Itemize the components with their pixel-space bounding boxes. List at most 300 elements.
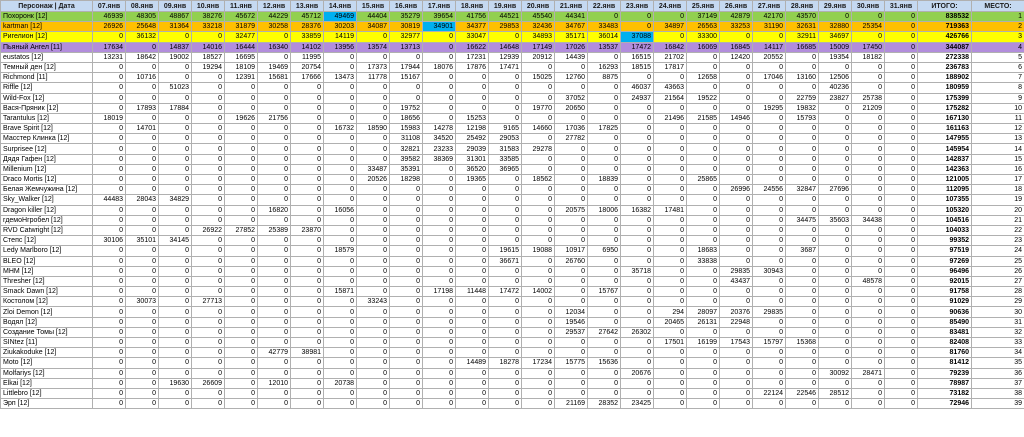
total-cell[interactable]: 104033: [918, 225, 972, 235]
place-cell[interactable]: 23: [972, 236, 1024, 246]
score-cell[interactable]: 30073: [126, 297, 159, 307]
score-cell[interactable]: 0: [852, 256, 885, 266]
column-header-date[interactable]: 14.янв: [324, 1, 357, 12]
score-cell[interactable]: 0: [357, 266, 390, 276]
score-cell[interactable]: 0: [192, 236, 225, 246]
score-cell[interactable]: 0: [687, 276, 720, 286]
score-cell[interactable]: 0: [126, 338, 159, 348]
total-cell[interactable]: 180959: [918, 83, 972, 93]
score-cell[interactable]: 0: [753, 175, 786, 185]
score-cell[interactable]: 0: [357, 348, 390, 358]
score-cell[interactable]: 0: [225, 236, 258, 246]
score-cell[interactable]: 0: [885, 256, 918, 266]
score-cell[interactable]: 14016: [192, 42, 225, 52]
score-cell[interactable]: 0: [489, 83, 522, 93]
character-name-cell[interactable]: RVD Catwright [12]: [1, 225, 93, 235]
table-row[interactable]: [1, 52, 1024, 62]
score-cell[interactable]: 31583: [489, 144, 522, 154]
score-cell[interactable]: 0: [126, 368, 159, 378]
score-cell[interactable]: 0: [126, 327, 159, 337]
score-cell[interactable]: 0: [93, 307, 126, 317]
score-cell[interactable]: 0: [225, 134, 258, 144]
column-header-date[interactable]: 16.янв: [390, 1, 423, 12]
total-cell[interactable]: 90636: [918, 307, 972, 317]
score-cell[interactable]: 0: [687, 154, 720, 164]
place-cell[interactable]: 7: [972, 73, 1024, 83]
score-cell[interactable]: 0: [522, 134, 555, 144]
place-cell[interactable]: 18: [972, 185, 1024, 195]
score-cell[interactable]: 0: [885, 83, 918, 93]
total-cell[interactable]: 142837: [918, 154, 972, 164]
character-name-cell[interactable]: Вася-Пряник [12]: [1, 103, 93, 113]
score-cell[interactable]: 0: [852, 266, 885, 276]
score-cell[interactable]: 0: [258, 154, 291, 164]
score-cell[interactable]: 13713: [390, 42, 423, 52]
score-cell[interactable]: 21702: [654, 52, 687, 62]
score-cell[interactable]: 20465: [654, 317, 687, 327]
score-cell[interactable]: 0: [852, 175, 885, 185]
score-cell[interactable]: 0: [93, 164, 126, 174]
score-cell[interactable]: 0: [753, 93, 786, 103]
score-cell[interactable]: 0: [456, 215, 489, 225]
score-cell[interactable]: 0: [786, 276, 819, 286]
score-cell[interactable]: 0: [852, 338, 885, 348]
score-cell[interactable]: 0: [159, 307, 192, 317]
score-cell[interactable]: 0: [654, 327, 687, 337]
score-cell[interactable]: 0: [852, 205, 885, 215]
score-cell[interactable]: 0: [819, 378, 852, 388]
character-name-cell[interactable]: Riffle [12]: [1, 83, 93, 93]
place-cell[interactable]: 34: [972, 348, 1024, 358]
score-cell[interactable]: 19770: [522, 103, 555, 113]
score-cell[interactable]: 0: [258, 358, 291, 368]
score-cell[interactable]: 0: [390, 215, 423, 225]
score-cell[interactable]: 0: [885, 276, 918, 286]
score-cell[interactable]: 32436: [522, 22, 555, 32]
score-cell[interactable]: 0: [786, 83, 819, 93]
score-cell[interactable]: 0: [588, 276, 621, 286]
score-cell[interactable]: 0: [456, 388, 489, 398]
character-name-cell[interactable]: Smack Dawn [12]: [1, 287, 93, 297]
score-cell[interactable]: 0: [324, 144, 357, 154]
score-cell[interactable]: 0: [258, 256, 291, 266]
total-cell[interactable]: 72946: [918, 399, 972, 409]
place-cell[interactable]: 38: [972, 388, 1024, 398]
score-cell[interactable]: 0: [885, 236, 918, 246]
score-cell[interactable]: 0: [654, 195, 687, 205]
score-cell[interactable]: 17149: [522, 42, 555, 52]
score-cell[interactable]: 34829: [159, 195, 192, 205]
score-cell[interactable]: 0: [390, 388, 423, 398]
score-cell[interactable]: 0: [225, 348, 258, 358]
score-cell[interactable]: 0: [852, 317, 885, 327]
total-cell[interactable]: 236783: [918, 62, 972, 72]
score-cell[interactable]: 0: [555, 195, 588, 205]
table-row[interactable]: [1, 236, 1024, 246]
score-cell[interactable]: 28043: [126, 195, 159, 205]
score-cell[interactable]: 0: [192, 338, 225, 348]
score-cell[interactable]: 18562: [522, 175, 555, 185]
score-cell[interactable]: 44521: [489, 12, 522, 22]
place-cell[interactable]: 28: [972, 287, 1024, 297]
score-cell[interactable]: 0: [852, 164, 885, 174]
score-cell[interactable]: 14439: [555, 52, 588, 62]
character-name-cell[interactable]: kartman [12]: [1, 22, 93, 32]
score-cell[interactable]: 0: [885, 195, 918, 205]
score-cell[interactable]: 20526: [357, 175, 390, 185]
score-cell[interactable]: 14660: [522, 124, 555, 134]
score-cell[interactable]: 0: [555, 276, 588, 286]
score-cell[interactable]: 0: [357, 93, 390, 103]
score-cell[interactable]: 0: [786, 287, 819, 297]
score-cell[interactable]: 0: [258, 236, 291, 246]
score-cell[interactable]: 0: [885, 378, 918, 388]
character-name-cell[interactable]: Littlebro [12]: [1, 388, 93, 398]
score-cell[interactable]: 0: [720, 225, 753, 235]
score-cell[interactable]: 0: [258, 317, 291, 327]
score-cell[interactable]: 0: [819, 399, 852, 409]
character-name-cell[interactable]: Tarantulus [12]: [1, 113, 93, 123]
score-cell[interactable]: 43663: [654, 83, 687, 93]
score-cell[interactable]: 19522: [687, 93, 720, 103]
score-cell[interactable]: 0: [390, 307, 423, 317]
score-cell[interactable]: 25389: [258, 225, 291, 235]
score-cell[interactable]: 0: [456, 327, 489, 337]
score-cell[interactable]: 0: [291, 103, 324, 113]
score-cell[interactable]: 0: [753, 62, 786, 72]
score-cell[interactable]: 0: [126, 276, 159, 286]
score-cell[interactable]: 0: [192, 93, 225, 103]
score-cell[interactable]: 0: [720, 358, 753, 368]
character-name-cell[interactable]: Масстер Клинка [12]: [1, 134, 93, 144]
score-cell[interactable]: 0: [357, 113, 390, 123]
score-cell[interactable]: 0: [786, 195, 819, 205]
score-cell[interactable]: 0: [588, 388, 621, 398]
score-cell[interactable]: 0: [819, 134, 852, 144]
score-cell[interactable]: 25738: [852, 93, 885, 103]
table-row[interactable]: [1, 175, 1024, 185]
score-cell[interactable]: 0: [753, 276, 786, 286]
score-cell[interactable]: 0: [225, 266, 258, 276]
score-cell[interactable]: 0: [291, 266, 324, 276]
score-cell[interactable]: 0: [753, 134, 786, 144]
score-cell[interactable]: 0: [192, 205, 225, 215]
score-cell[interactable]: 0: [423, 327, 456, 337]
score-cell[interactable]: 0: [852, 144, 885, 154]
score-cell[interactable]: 34475: [786, 215, 819, 225]
score-cell[interactable]: 23233: [423, 144, 456, 154]
score-cell[interactable]: 17944: [390, 62, 423, 72]
score-cell[interactable]: 0: [852, 327, 885, 337]
score-cell[interactable]: 0: [720, 368, 753, 378]
table-row[interactable]: [1, 307, 1024, 317]
score-cell[interactable]: 16056: [324, 205, 357, 215]
score-cell[interactable]: 0: [588, 225, 621, 235]
score-cell[interactable]: 0: [192, 103, 225, 113]
character-name-cell[interactable]: Дядя Гафен [12]: [1, 154, 93, 164]
score-cell[interactable]: 0: [720, 236, 753, 246]
score-cell[interactable]: 0: [753, 144, 786, 154]
score-cell[interactable]: 15793: [786, 113, 819, 123]
score-cell[interactable]: 0: [654, 276, 687, 286]
score-cell[interactable]: 0: [687, 378, 720, 388]
score-cell[interactable]: 0: [390, 317, 423, 327]
score-cell[interactable]: 0: [885, 399, 918, 409]
score-cell[interactable]: 0: [489, 113, 522, 123]
score-cell[interactable]: 0: [357, 195, 390, 205]
score-cell[interactable]: 26131: [687, 317, 720, 327]
score-cell[interactable]: 0: [423, 388, 456, 398]
table-row[interactable]: [1, 32, 1024, 42]
score-cell[interactable]: 0: [489, 73, 522, 83]
score-cell[interactable]: 0: [786, 175, 819, 185]
score-cell[interactable]: 0: [324, 399, 357, 409]
score-cell[interactable]: 0: [258, 287, 291, 297]
score-cell[interactable]: 0: [423, 195, 456, 205]
score-cell[interactable]: 0: [522, 236, 555, 246]
score-cell[interactable]: 0: [489, 399, 522, 409]
score-cell[interactable]: 0: [522, 185, 555, 195]
score-cell[interactable]: 21209: [852, 103, 885, 113]
score-cell[interactable]: 0: [753, 215, 786, 225]
score-cell[interactable]: 0: [390, 348, 423, 358]
score-cell[interactable]: 0: [522, 195, 555, 205]
place-cell[interactable]: 15: [972, 154, 1024, 164]
score-cell[interactable]: 17026: [555, 42, 588, 52]
character-name-cell[interactable]: Elkai [12]: [1, 378, 93, 388]
character-name-cell[interactable]: Водял [12]: [1, 317, 93, 327]
score-cell[interactable]: 44229: [258, 12, 291, 22]
score-cell[interactable]: 26996: [720, 185, 753, 195]
score-cell[interactable]: 0: [423, 317, 456, 327]
score-cell[interactable]: 0: [522, 205, 555, 215]
score-cell[interactable]: 0: [423, 297, 456, 307]
score-cell[interactable]: 0: [786, 225, 819, 235]
score-cell[interactable]: 0: [786, 327, 819, 337]
column-header-date[interactable]: 22.янв: [588, 1, 621, 12]
score-cell[interactable]: 21496: [654, 113, 687, 123]
score-cell[interactable]: 0: [390, 93, 423, 103]
score-cell[interactable]: 0: [786, 236, 819, 246]
score-cell[interactable]: 0: [324, 215, 357, 225]
score-cell[interactable]: 0: [456, 399, 489, 409]
score-cell[interactable]: 0: [390, 276, 423, 286]
score-cell[interactable]: 0: [621, 124, 654, 134]
score-cell[interactable]: 0: [588, 307, 621, 317]
score-cell[interactable]: 0: [159, 144, 192, 154]
score-cell[interactable]: 18006: [588, 205, 621, 215]
score-cell[interactable]: 16444: [225, 42, 258, 52]
score-cell[interactable]: 0: [885, 266, 918, 276]
score-cell[interactable]: 0: [753, 348, 786, 358]
score-cell[interactable]: 0: [456, 93, 489, 103]
score-cell[interactable]: 0: [126, 287, 159, 297]
score-cell[interactable]: 0: [291, 297, 324, 307]
score-cell[interactable]: 45712: [291, 12, 324, 22]
score-cell[interactable]: 0: [456, 73, 489, 83]
score-cell[interactable]: 0: [522, 164, 555, 174]
place-cell[interactable]: 10: [972, 103, 1024, 113]
score-cell[interactable]: 0: [885, 134, 918, 144]
score-cell[interactable]: 10917: [555, 246, 588, 256]
score-cell[interactable]: 19615: [489, 246, 522, 256]
score-cell[interactable]: 0: [93, 205, 126, 215]
score-cell[interactable]: 0: [819, 317, 852, 327]
score-cell[interactable]: 13574: [357, 42, 390, 52]
score-cell[interactable]: 0: [390, 185, 423, 195]
score-cell[interactable]: 0: [621, 307, 654, 317]
score-cell[interactable]: 0: [324, 338, 357, 348]
score-cell[interactable]: 0: [720, 175, 753, 185]
score-cell[interactable]: 12391: [225, 73, 258, 83]
score-cell[interactable]: 0: [654, 175, 687, 185]
score-cell[interactable]: 0: [93, 154, 126, 164]
score-cell[interactable]: 0: [489, 388, 522, 398]
score-cell[interactable]: 0: [522, 215, 555, 225]
character-name-cell[interactable]: BLEO [12]: [1, 256, 93, 266]
score-cell[interactable]: 0: [456, 185, 489, 195]
score-cell[interactable]: 0: [555, 297, 588, 307]
score-cell[interactable]: 0: [852, 32, 885, 42]
score-cell[interactable]: 0: [819, 358, 852, 368]
score-cell[interactable]: 0: [654, 73, 687, 83]
score-cell[interactable]: 0: [621, 134, 654, 144]
score-cell[interactable]: 0: [225, 287, 258, 297]
score-cell[interactable]: 27696: [819, 185, 852, 195]
score-cell[interactable]: 0: [225, 103, 258, 113]
total-cell[interactable]: 112095: [918, 185, 972, 195]
score-cell[interactable]: 0: [654, 297, 687, 307]
score-cell[interactable]: 0: [456, 378, 489, 388]
score-cell[interactable]: 0: [852, 358, 885, 368]
score-cell[interactable]: 22948: [720, 317, 753, 327]
score-cell[interactable]: 0: [621, 317, 654, 327]
character-name-cell[interactable]: Темный ден [12]: [1, 62, 93, 72]
score-cell[interactable]: 33253: [720, 22, 753, 32]
total-cell[interactable]: 175282: [918, 103, 972, 113]
score-cell[interactable]: 17450: [852, 42, 885, 52]
score-cell[interactable]: 18683: [687, 246, 720, 256]
score-cell[interactable]: 32821: [390, 144, 423, 154]
score-cell[interactable]: 26302: [621, 327, 654, 337]
score-cell[interactable]: 0: [291, 93, 324, 103]
score-cell[interactable]: 0: [291, 164, 324, 174]
score-cell[interactable]: 0: [423, 225, 456, 235]
score-cell[interactable]: 0: [456, 368, 489, 378]
score-cell[interactable]: 32880: [819, 22, 852, 32]
score-cell[interactable]: 42779: [258, 348, 291, 358]
score-cell[interactable]: 0: [852, 195, 885, 205]
total-cell[interactable]: 121005: [918, 175, 972, 185]
character-name-cell[interactable]: Создание Томы [12]: [1, 327, 93, 337]
score-cell[interactable]: 0: [390, 266, 423, 276]
score-cell[interactable]: 37052: [555, 93, 588, 103]
score-cell[interactable]: 0: [456, 348, 489, 358]
score-cell[interactable]: 0: [324, 236, 357, 246]
score-cell[interactable]: 0: [852, 388, 885, 398]
score-cell[interactable]: 0: [885, 62, 918, 72]
place-cell[interactable]: 20: [972, 205, 1024, 215]
score-cell[interactable]: 32847: [786, 185, 819, 195]
score-cell[interactable]: 0: [291, 287, 324, 297]
score-cell[interactable]: 0: [324, 297, 357, 307]
score-cell[interactable]: 16732: [324, 124, 357, 134]
score-cell[interactable]: 20676: [621, 368, 654, 378]
score-cell[interactable]: 14489: [456, 358, 489, 368]
score-cell[interactable]: 0: [654, 124, 687, 134]
score-cell[interactable]: 0: [852, 236, 885, 246]
score-cell[interactable]: 0: [423, 103, 456, 113]
score-cell[interactable]: 0: [588, 378, 621, 388]
score-cell[interactable]: 0: [687, 368, 720, 378]
score-cell[interactable]: 0: [720, 205, 753, 215]
score-cell[interactable]: 0: [819, 62, 852, 72]
score-cell[interactable]: 0: [885, 12, 918, 22]
score-cell[interactable]: 0: [819, 327, 852, 337]
character-name-cell[interactable]: Richmond [11]: [1, 73, 93, 83]
score-cell[interactable]: 0: [192, 287, 225, 297]
score-cell[interactable]: 0: [159, 73, 192, 83]
score-cell[interactable]: 0: [852, 12, 885, 22]
score-cell[interactable]: 0: [588, 12, 621, 22]
score-cell[interactable]: 16685: [786, 42, 819, 52]
score-cell[interactable]: 33300: [687, 32, 720, 42]
score-cell[interactable]: 0: [885, 317, 918, 327]
score-cell[interactable]: 0: [390, 368, 423, 378]
score-cell[interactable]: 0: [423, 307, 456, 317]
score-cell[interactable]: 0: [753, 32, 786, 42]
score-cell[interactable]: 0: [720, 327, 753, 337]
score-cell[interactable]: 0: [522, 113, 555, 123]
score-cell[interactable]: 9165: [489, 124, 522, 134]
table-row[interactable]: [1, 22, 1024, 32]
score-cell[interactable]: 23870: [291, 225, 324, 235]
score-cell[interactable]: 35101: [126, 236, 159, 246]
score-cell[interactable]: 0: [126, 225, 159, 235]
score-cell[interactable]: 15767: [588, 287, 621, 297]
score-cell[interactable]: 0: [522, 93, 555, 103]
score-cell[interactable]: 0: [687, 52, 720, 62]
score-cell[interactable]: 0: [720, 215, 753, 225]
score-cell[interactable]: 46037: [621, 83, 654, 93]
score-cell[interactable]: 0: [258, 144, 291, 154]
score-cell[interactable]: 0: [126, 42, 159, 52]
score-cell[interactable]: 0: [852, 307, 885, 317]
score-cell[interactable]: 34767: [555, 22, 588, 32]
place-cell[interactable]: 11: [972, 113, 1024, 123]
score-cell[interactable]: 0: [126, 93, 159, 103]
score-cell[interactable]: 0: [852, 185, 885, 195]
score-cell[interactable]: 0: [456, 266, 489, 276]
score-cell[interactable]: 33585: [489, 154, 522, 164]
score-cell[interactable]: 0: [720, 62, 753, 72]
score-cell[interactable]: 17198: [423, 287, 456, 297]
score-cell[interactable]: 0: [357, 368, 390, 378]
score-cell[interactable]: 28097: [687, 307, 720, 317]
score-cell[interactable]: 0: [324, 154, 357, 164]
score-cell[interactable]: 23827: [819, 93, 852, 103]
score-cell[interactable]: 17893: [126, 103, 159, 113]
score-cell[interactable]: 0: [159, 154, 192, 164]
score-cell[interactable]: 15025: [522, 73, 555, 83]
score-cell[interactable]: 0: [291, 185, 324, 195]
total-cell[interactable]: 188902: [918, 73, 972, 83]
total-cell[interactable]: 719363: [918, 22, 972, 32]
score-cell[interactable]: 0: [423, 266, 456, 276]
total-cell[interactable]: 81412: [918, 358, 972, 368]
score-cell[interactable]: 36965: [489, 164, 522, 174]
score-cell[interactable]: 0: [93, 297, 126, 307]
